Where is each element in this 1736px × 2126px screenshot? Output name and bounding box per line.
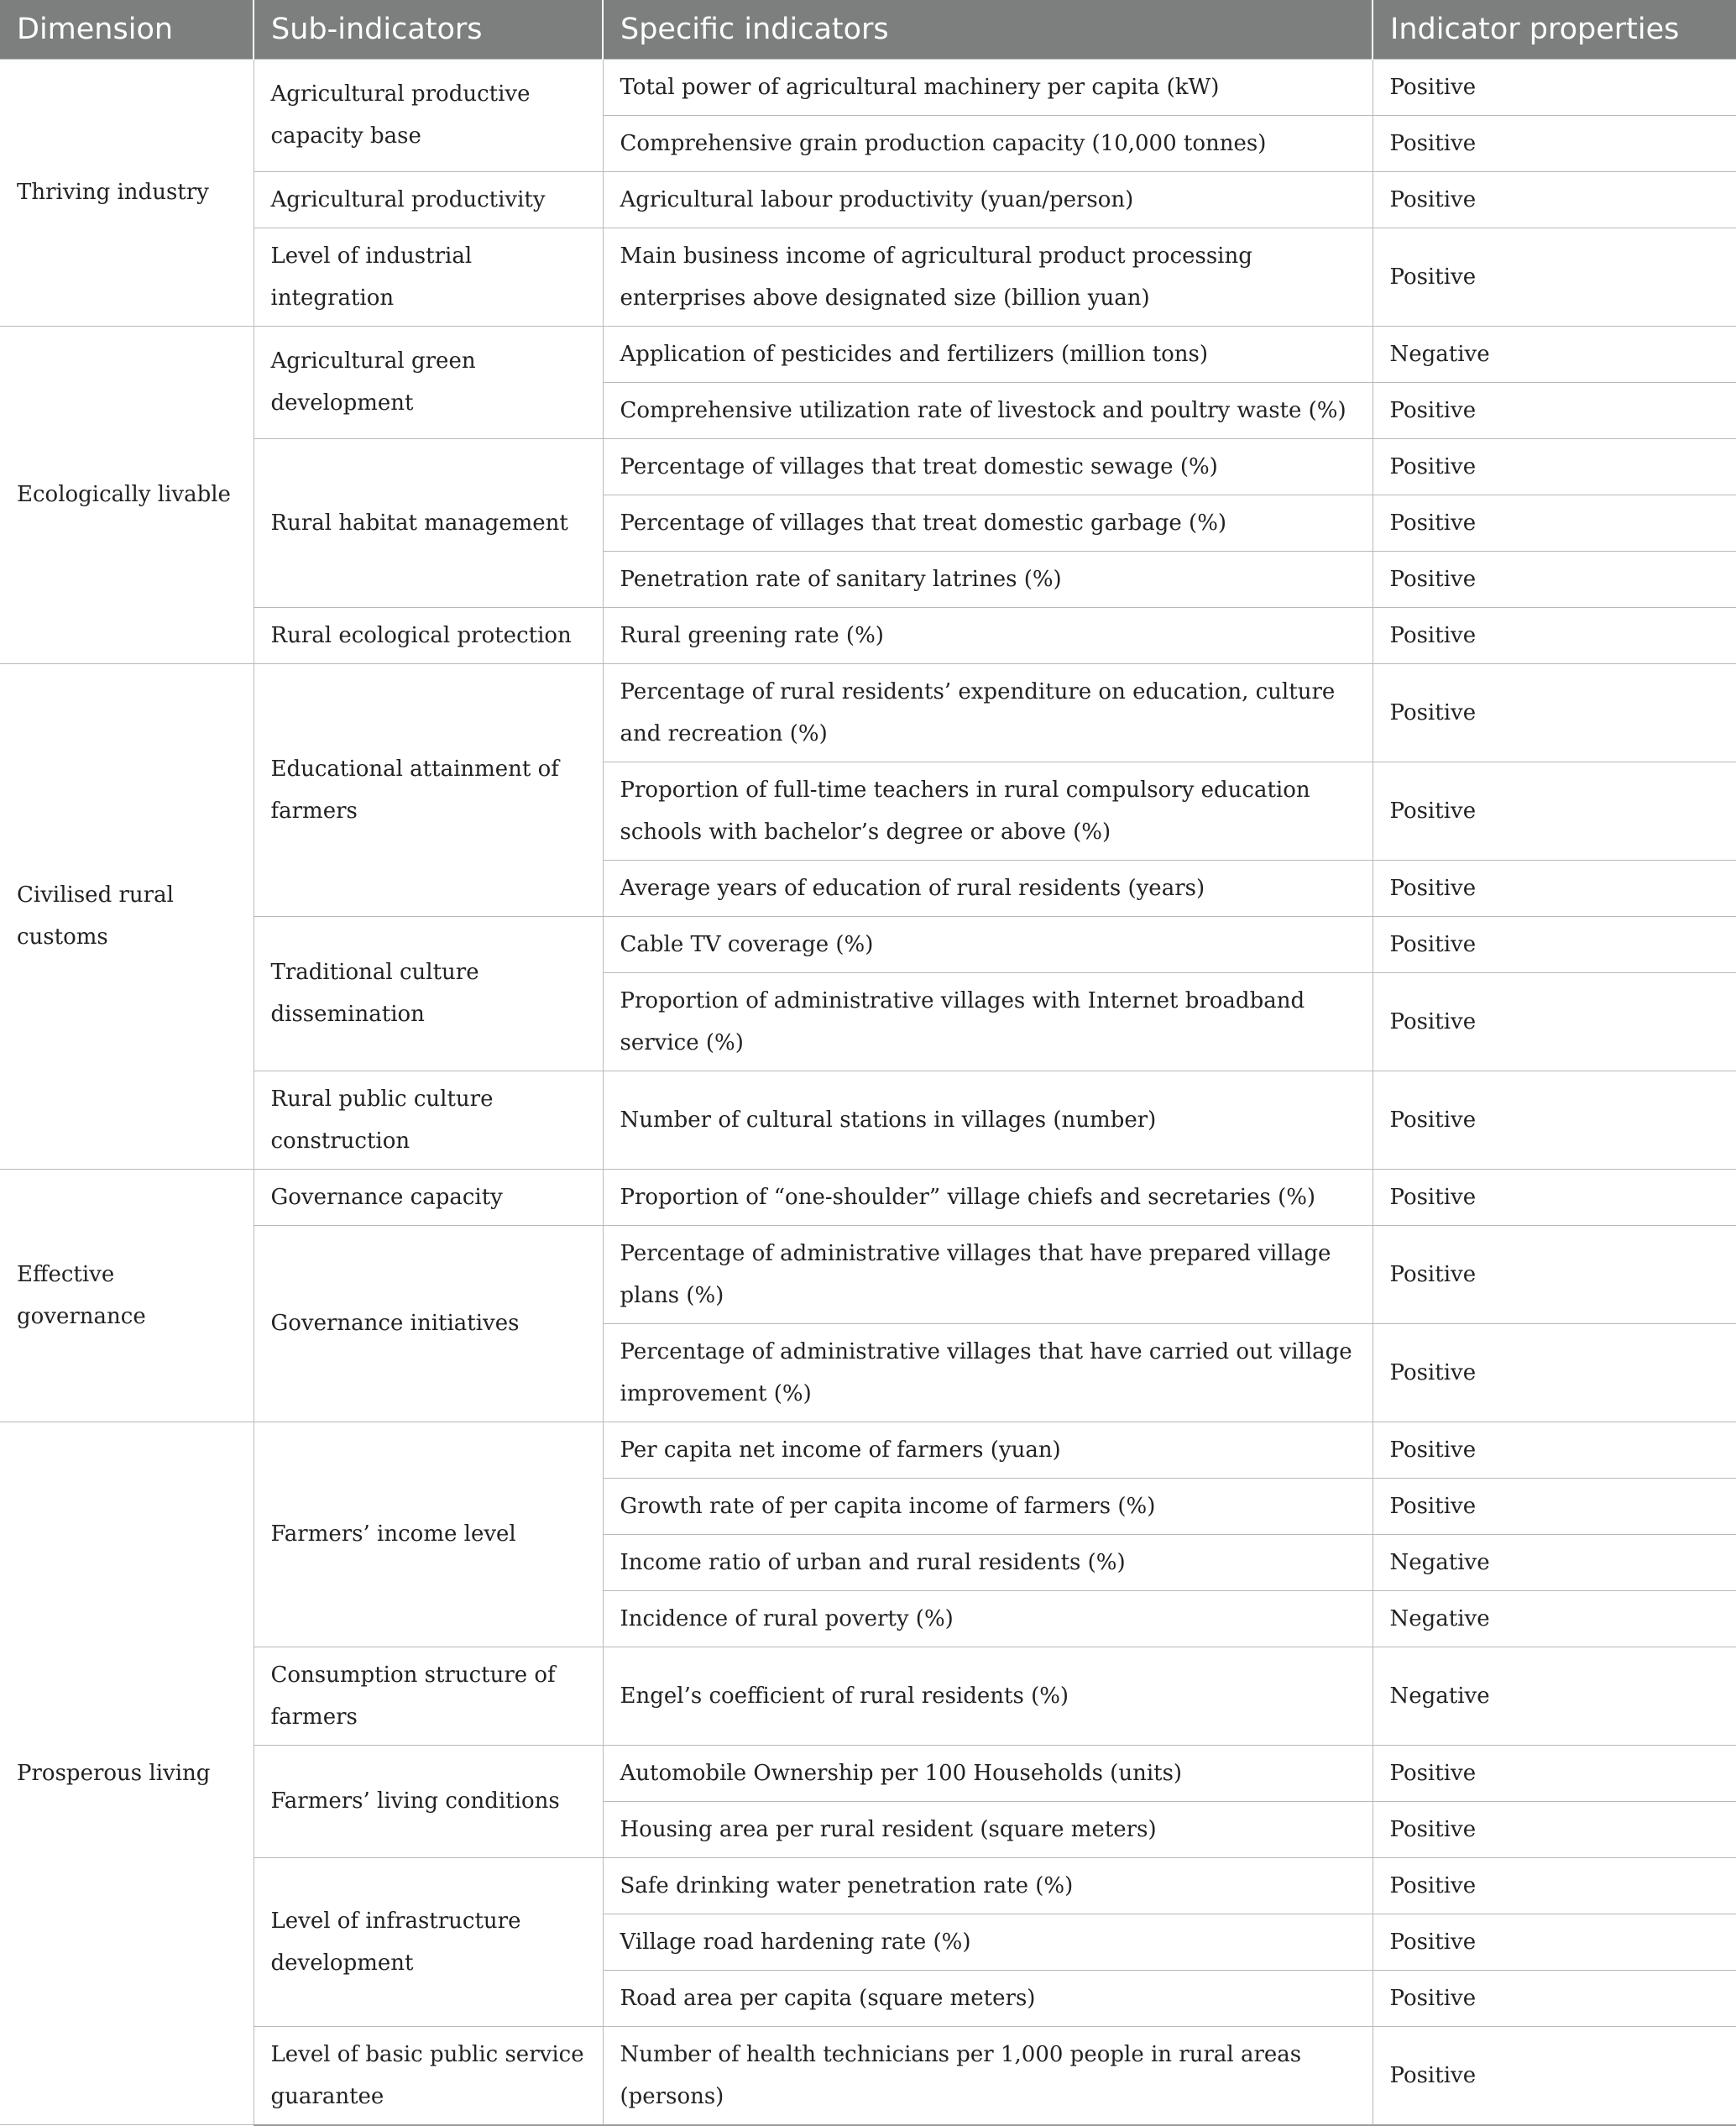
specific-indicator-cell: Proportion of full-time teachers in rural compulsory education schools with bachelor’s degree or above (%): [603, 762, 1373, 860]
specific-indicator-cell: Housing area per rural resident (square meters): [603, 1801, 1373, 1857]
header-indicator-properties: Indicator properties: [1373, 0, 1736, 59]
indicator-property-cell: Positive: [1373, 1914, 1736, 1970]
indicator-property-cell: Positive: [1373, 1857, 1736, 1914]
specific-indicator-cell: Safe drinking water penetration rate (%): [603, 1857, 1373, 1914]
indicator-property-cell: Positive: [1373, 1071, 1736, 1169]
indicator-property-cell: Positive: [1373, 382, 1736, 438]
table-row: [0, 1225, 1736, 1323]
sub-indicator-cell: Agricultural green development: [254, 326, 603, 438]
sub-indicator-cell: Agricultural productivity: [254, 171, 603, 228]
sub-indicator-cell: Agricultural productive capacity base: [254, 59, 603, 171]
specific-indicator-cell: Incidence of rural poverty (%): [603, 1590, 1373, 1647]
specific-indicator-cell: Comprehensive grain production capacity (10,000 tonnes): [603, 115, 1373, 171]
header-specific-indicators: Specific indicators: [603, 0, 1373, 59]
table-body: [0, 59, 1736, 2125]
dimension-cell: Prosperous living: [0, 1422, 254, 2125]
indicator-property-cell: Positive: [1373, 551, 1736, 607]
specific-indicator-cell: Growth rate of per capita income of farmers (%): [603, 1478, 1373, 1534]
indicator-property-cell: Positive: [1373, 1801, 1736, 1857]
table-row: [0, 171, 1736, 228]
indicator-property-cell: Positive: [1373, 1478, 1736, 1534]
indicator-property-cell: Positive: [1373, 115, 1736, 171]
dimension-cell: Thriving industry: [0, 59, 254, 326]
specific-indicator-cell: Percentage of rural residents’ expenditure on education, culture and recreation (%): [603, 663, 1373, 762]
indicator-property-cell: Positive: [1373, 663, 1736, 762]
specific-indicator-cell: Main business income of agricultural product processing enterprises above designated size (billion yuan): [603, 228, 1373, 326]
indicator-property-cell: Positive: [1373, 1970, 1736, 2026]
table-row: [0, 1169, 1736, 1225]
table-row: [0, 326, 1736, 382]
table-row: [0, 1647, 1736, 1745]
specific-indicator-cell: Village road hardening rate (%): [603, 1914, 1373, 1970]
sub-indicator-cell: Traditional culture dissemination: [254, 916, 603, 1071]
header-dimension: Dimension: [0, 0, 254, 59]
sub-indicator-cell: Farmers’ income level: [254, 1422, 603, 1647]
table-row: [0, 1071, 1736, 1169]
header-sub-indicators: Sub-indicators: [254, 0, 603, 59]
indicator-property-cell: Positive: [1373, 1323, 1736, 1422]
dimension-cell: Ecologically livable: [0, 326, 254, 663]
specific-indicator-cell: Penetration rate of sanitary latrines (%): [603, 551, 1373, 607]
indicator-property-cell: Positive: [1373, 762, 1736, 860]
table-row: [0, 1745, 1736, 1801]
specific-indicator-cell: Number of health technicians per 1,000 people in rural areas (persons): [603, 2026, 1373, 2125]
specific-indicator-cell: Proportion of “one-shoulder” village chiefs and secretaries (%): [603, 1169, 1373, 1225]
specific-indicator-cell: Proportion of administrative villages with Internet broadband service (%): [603, 972, 1373, 1071]
specific-indicator-cell: Engel’s coefficient of rural residents (%): [603, 1647, 1373, 1745]
specific-indicator-cell: Total power of agricultural machinery per capita (kW): [603, 59, 1373, 115]
table-row: [0, 228, 1736, 326]
indicator-property-cell: Positive: [1373, 438, 1736, 495]
specific-indicator-cell: Automobile Ownership per 100 Households (units): [603, 1745, 1373, 1801]
specific-indicator-cell: Percentage of administrative villages that have carried out village improvement (%): [603, 1323, 1373, 1422]
specific-indicator-cell: Application of pesticides and fertilizers (million tons): [603, 326, 1373, 382]
table-row: [0, 916, 1736, 972]
indicator-property-cell: Positive: [1373, 860, 1736, 916]
indicator-property-cell: Positive: [1373, 171, 1736, 228]
specific-indicator-cell: Per capita net income of farmers (yuan): [603, 1422, 1373, 1478]
indicator-property-cell: Positive: [1373, 916, 1736, 972]
sub-indicator-cell: Rural public culture construction: [254, 1071, 603, 1169]
sub-indicator-cell: Consumption structure of farmers: [254, 1647, 603, 1745]
sub-indicator-cell: Educational attainment of farmers: [254, 663, 603, 916]
dimension-cell: Civilised rural customs: [0, 663, 254, 1169]
indicator-property-cell: Positive: [1373, 972, 1736, 1071]
table-row: [0, 607, 1736, 663]
indicator-property-cell: Negative: [1373, 1590, 1736, 1647]
indicator-property-cell: Negative: [1373, 1647, 1736, 1745]
specific-indicator-cell: Average years of education of rural residents (years): [603, 860, 1373, 916]
specific-indicator-cell: Percentage of villages that treat domestic sewage (%): [603, 438, 1373, 495]
sub-indicator-cell: Rural ecological protection: [254, 607, 603, 663]
indicator-property-cell: Positive: [1373, 2026, 1736, 2125]
specific-indicator-cell: Cable TV coverage (%): [603, 916, 1373, 972]
indicator-property-cell: Positive: [1373, 1745, 1736, 1801]
indicator-property-cell: Negative: [1373, 1534, 1736, 1590]
indicator-property-cell: Positive: [1373, 228, 1736, 326]
indicator-property-cell: Negative: [1373, 326, 1736, 382]
sub-indicator-cell: Farmers’ living conditions: [254, 1745, 603, 1857]
specific-indicator-cell: Percentage of villages that treat domestic garbage (%): [603, 495, 1373, 551]
indicator-property-cell: Positive: [1373, 59, 1736, 115]
specific-indicator-cell: Rural greening rate (%): [603, 607, 1373, 663]
indicator-property-cell: Positive: [1373, 495, 1736, 551]
table-header-row: [0, 0, 1736, 59]
indicator-property-cell: Positive: [1373, 1422, 1736, 1478]
table-row: [0, 663, 1736, 762]
table-row: [0, 438, 1736, 495]
table-row: [0, 2026, 1736, 2125]
indicator-property-cell: Positive: [1373, 607, 1736, 663]
specific-indicator-cell: Number of cultural stations in villages (number): [603, 1071, 1373, 1169]
sub-indicator-cell: Governance initiatives: [254, 1225, 603, 1422]
sub-indicator-cell: Rural habitat management: [254, 438, 603, 607]
table-row: [0, 1422, 1736, 1478]
specific-indicator-cell: Comprehensive utilization rate of livestock and poultry waste (%): [603, 382, 1373, 438]
specific-indicator-cell: Agricultural labour productivity (yuan/person): [603, 171, 1373, 228]
specific-indicator-cell: Income ratio of urban and rural residents (%): [603, 1534, 1373, 1590]
sub-indicator-cell: Level of industrial integration: [254, 228, 603, 326]
dimension-cell: Effective governance: [0, 1169, 254, 1422]
indicator-property-cell: Positive: [1373, 1225, 1736, 1323]
table-row: [0, 1857, 1736, 1914]
sub-indicator-cell: Governance capacity: [254, 1169, 603, 1225]
sub-indicator-cell: Level of basic public service guarantee: [254, 2026, 603, 2125]
specific-indicator-cell: Road area per capita (square meters): [603, 1970, 1373, 2026]
sub-indicator-cell: Level of infrastructure development: [254, 1857, 603, 2026]
indicator-property-cell: Positive: [1373, 1169, 1736, 1225]
specific-indicator-cell: Percentage of administrative villages that have prepared village plans (%): [603, 1225, 1373, 1323]
table-row: [0, 59, 1736, 115]
